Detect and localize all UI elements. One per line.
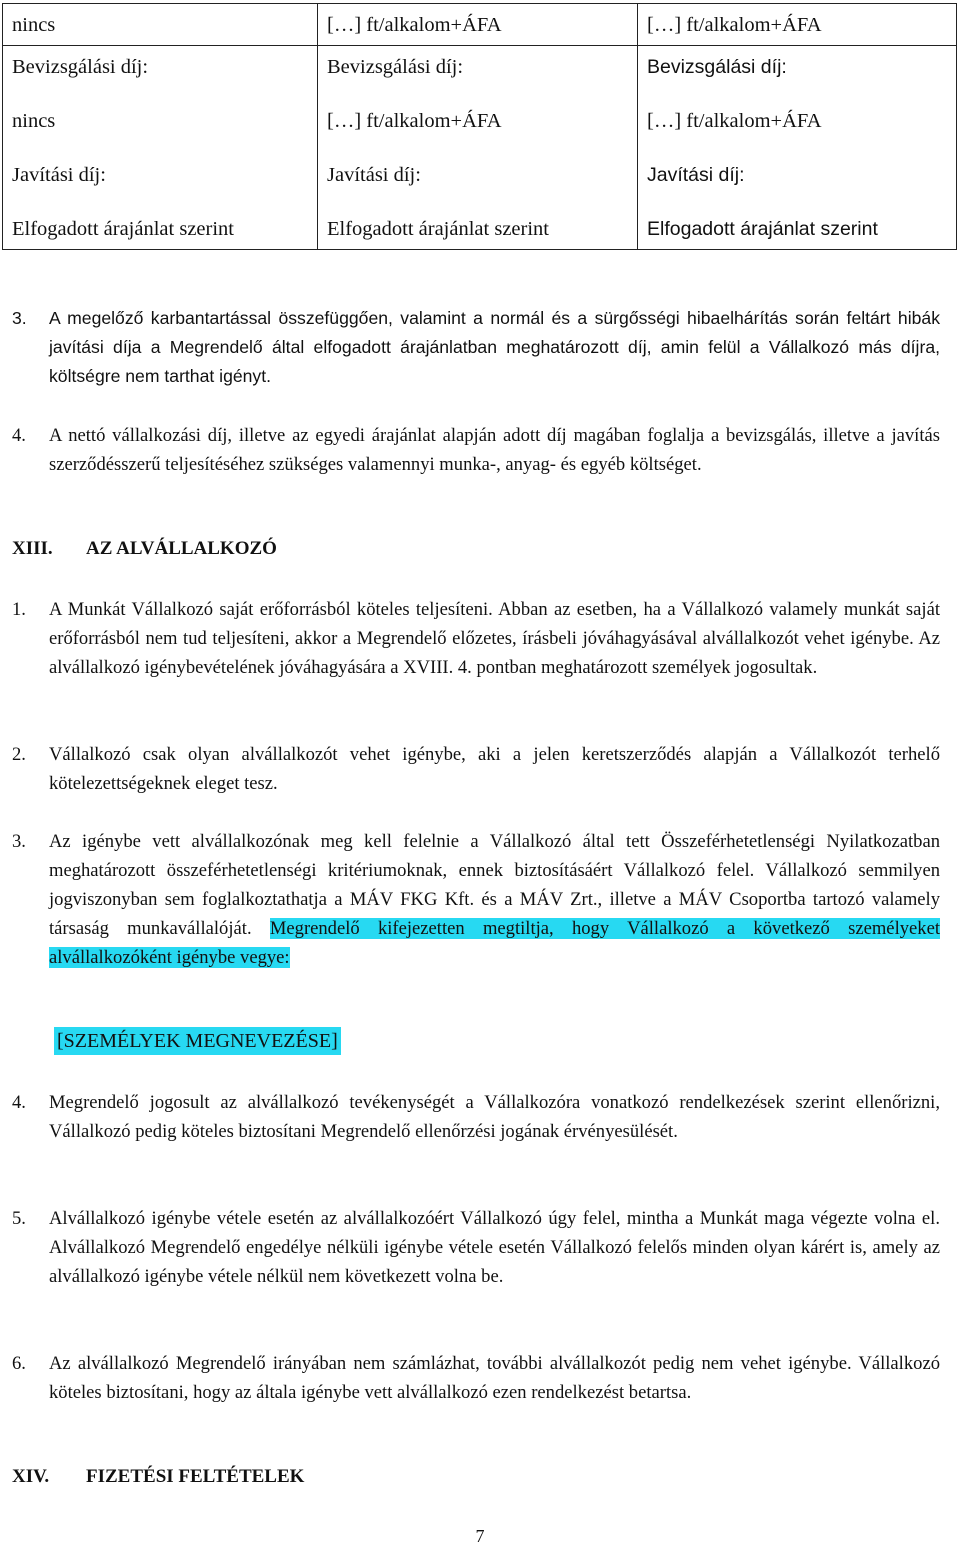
section-number: XIII. — [12, 538, 53, 559]
cell-text: […] ft/alkalom+ÁFA — [647, 110, 822, 132]
section-title: FIZETÉSI FELTÉTELEK — [86, 1466, 305, 1487]
paragraph — [12, 827, 940, 972]
section-number: XIV. — [12, 1466, 50, 1487]
paragraph — [12, 304, 940, 391]
cell-text: Bevizsgálási díj: — [12, 56, 149, 78]
table-cell — [318, 46, 638, 250]
paragraph-number: 2. — [12, 744, 26, 765]
section-title: AZ ALVÁLLALKOZÓ — [86, 538, 277, 559]
section-heading — [12, 538, 277, 560]
section-heading — [12, 1466, 304, 1488]
cell-text: Elfogadott árajánlat szerint — [647, 218, 878, 240]
paragraph-number: 4. — [12, 425, 26, 446]
cell-text: […] ft/alkalom+ÁFA — [327, 14, 502, 36]
cell-text: […] ft/alkalom+ÁFA — [327, 110, 502, 132]
paragraph — [12, 421, 940, 479]
page-number: 7 — [475, 1526, 485, 1546]
table-row — [3, 4, 957, 46]
paragraph-text: Alvállalkozó igénybe vétele esetén az alvállalkozóért Vállalkozó úgy felel, mintha a Munkát maga végezte volna el. Alvállalkozó Megrendelő engedélye nélküli igénybe vétele esetén Vállalkozó felelős minden olyan kárért is, amely az alvállalkozó igénybe vétele nélkül nem következett volna be. — [49, 1208, 940, 1287]
paragraph-text: Vállalkozó csak olyan alvállalkozót vehet igénybe, aki a jelen keretszerződés alapján a Vállalkozót terhelő kötelezettségeknek eleget tesz. — [49, 744, 940, 794]
paragraph — [12, 1349, 940, 1407]
table-cell — [3, 4, 318, 46]
paragraph — [12, 1088, 940, 1146]
cell-text: Elfogadott árajánlat szerint — [327, 218, 549, 240]
paragraph — [12, 595, 940, 682]
paragraph-number: 4. — [12, 1092, 26, 1113]
table-cell — [3, 46, 318, 250]
paragraph-number: 5. — [12, 1208, 26, 1229]
paragraph-text: A megelőző karbantartással összefüggően, valamint a normál és a sürgősségi hibaelhárítás során feltárt hibák javítási díja a Megrendelő által elfogadott árajánlatban meghatározott díj, amin felül a Vállalkozó más díjra, költségre nem tarthat igényt. — [49, 308, 940, 386]
cell-text: nincs — [12, 14, 56, 36]
paragraph-text: Az igénybe vett alvállalkozónak meg kell felelnie a Vállalkozó által tett Összeférhetetlenségi Nyilatkozatban meghatározott összeférhetetlenségi kritériumoknak, ennek biztosításáért Vállalkozó felel. Vállalkozó semmilyen jogviszonyban sem foglalkoztathatja a MÁV FKG Kft. és a MÁV Zrt., illetve a MÁV Csoportba tartozó valamely társaság munkavállalóját. — [49, 831, 940, 939]
table-cell — [638, 46, 957, 250]
paragraph — [12, 740, 940, 798]
paragraph — [12, 1204, 940, 1291]
cell-text: Javítási díj: — [647, 164, 745, 186]
cell-text: Javítási díj: — [327, 164, 421, 186]
persons-placeholder: [SZEMÉLYEK MEGNEVEZÉSE] — [54, 1027, 341, 1055]
cell-text: Elfogadott árajánlat szerint — [12, 218, 234, 240]
paragraph-number: 1. — [12, 599, 26, 620]
paragraph-number: 3. — [12, 308, 27, 328]
table-row — [3, 46, 957, 250]
cell-text: Javítási díj: — [12, 164, 106, 186]
table-cell — [318, 4, 638, 46]
paragraph-text: A nettó vállalkozási díj, illetve az egyedi árajánlat alapján adott díj magában foglalja a bevizsgálás, illetve a javítás szerződésszerű teljesítéséhez szükséges valamennyi munka-, anyag- és egyéb költséget. — [49, 425, 940, 475]
cell-text: Bevizsgálási díj: — [327, 56, 464, 78]
cell-text: Bevizsgálási díj: — [647, 56, 787, 78]
table-cell — [638, 4, 957, 46]
highlighted-text: Megrendelő kifejezetten megtiltja, hogy Vállalkozó a következő személyeket alvállalkozóként igénybe vegye: — [49, 918, 940, 968]
paragraph-number: 6. — [12, 1353, 26, 1374]
paragraph-number: 3. — [12, 831, 26, 852]
pricing-table — [2, 3, 957, 250]
cell-text: […] ft/alkalom+ÁFA — [647, 14, 822, 36]
cell-text: nincs — [12, 110, 56, 132]
paragraph-text: Megrendelő jogosult az alvállalkozó tevékenységét a Vállalkozóra vonatkozó rendelkezések szerint ellenőrizni, Vállalkozó pedig köteles biztosítani Megrendelő ellenőrzési jogának érvényesülését. — [49, 1092, 940, 1142]
paragraph-text: A Munkát Vállalkozó saját erőforrásból köteles teljesíteni. Abban az esetben, ha a Vállalkozó valamely munkát saját erőforrásból nem tud teljesíteni, akkor a Megrendelő előzetes, írásbeli jóváhagyásával alvállalkozót vehet igénybe. Az alvállalkozó igénybevételének jóváhagyására a XVIII. 4. pontban meghatározott személyek jogosultak. — [49, 599, 940, 678]
paragraph-text: Az alvállalkozó Megrendelő irányában nem számlázhat, további alvállalkozót pedig nem vehet igénybe. Vállalkozó köteles biztosítani, hogy az általa igénybe vett alvállalkozó ezen rendelkezést betartsa. — [49, 1353, 940, 1403]
